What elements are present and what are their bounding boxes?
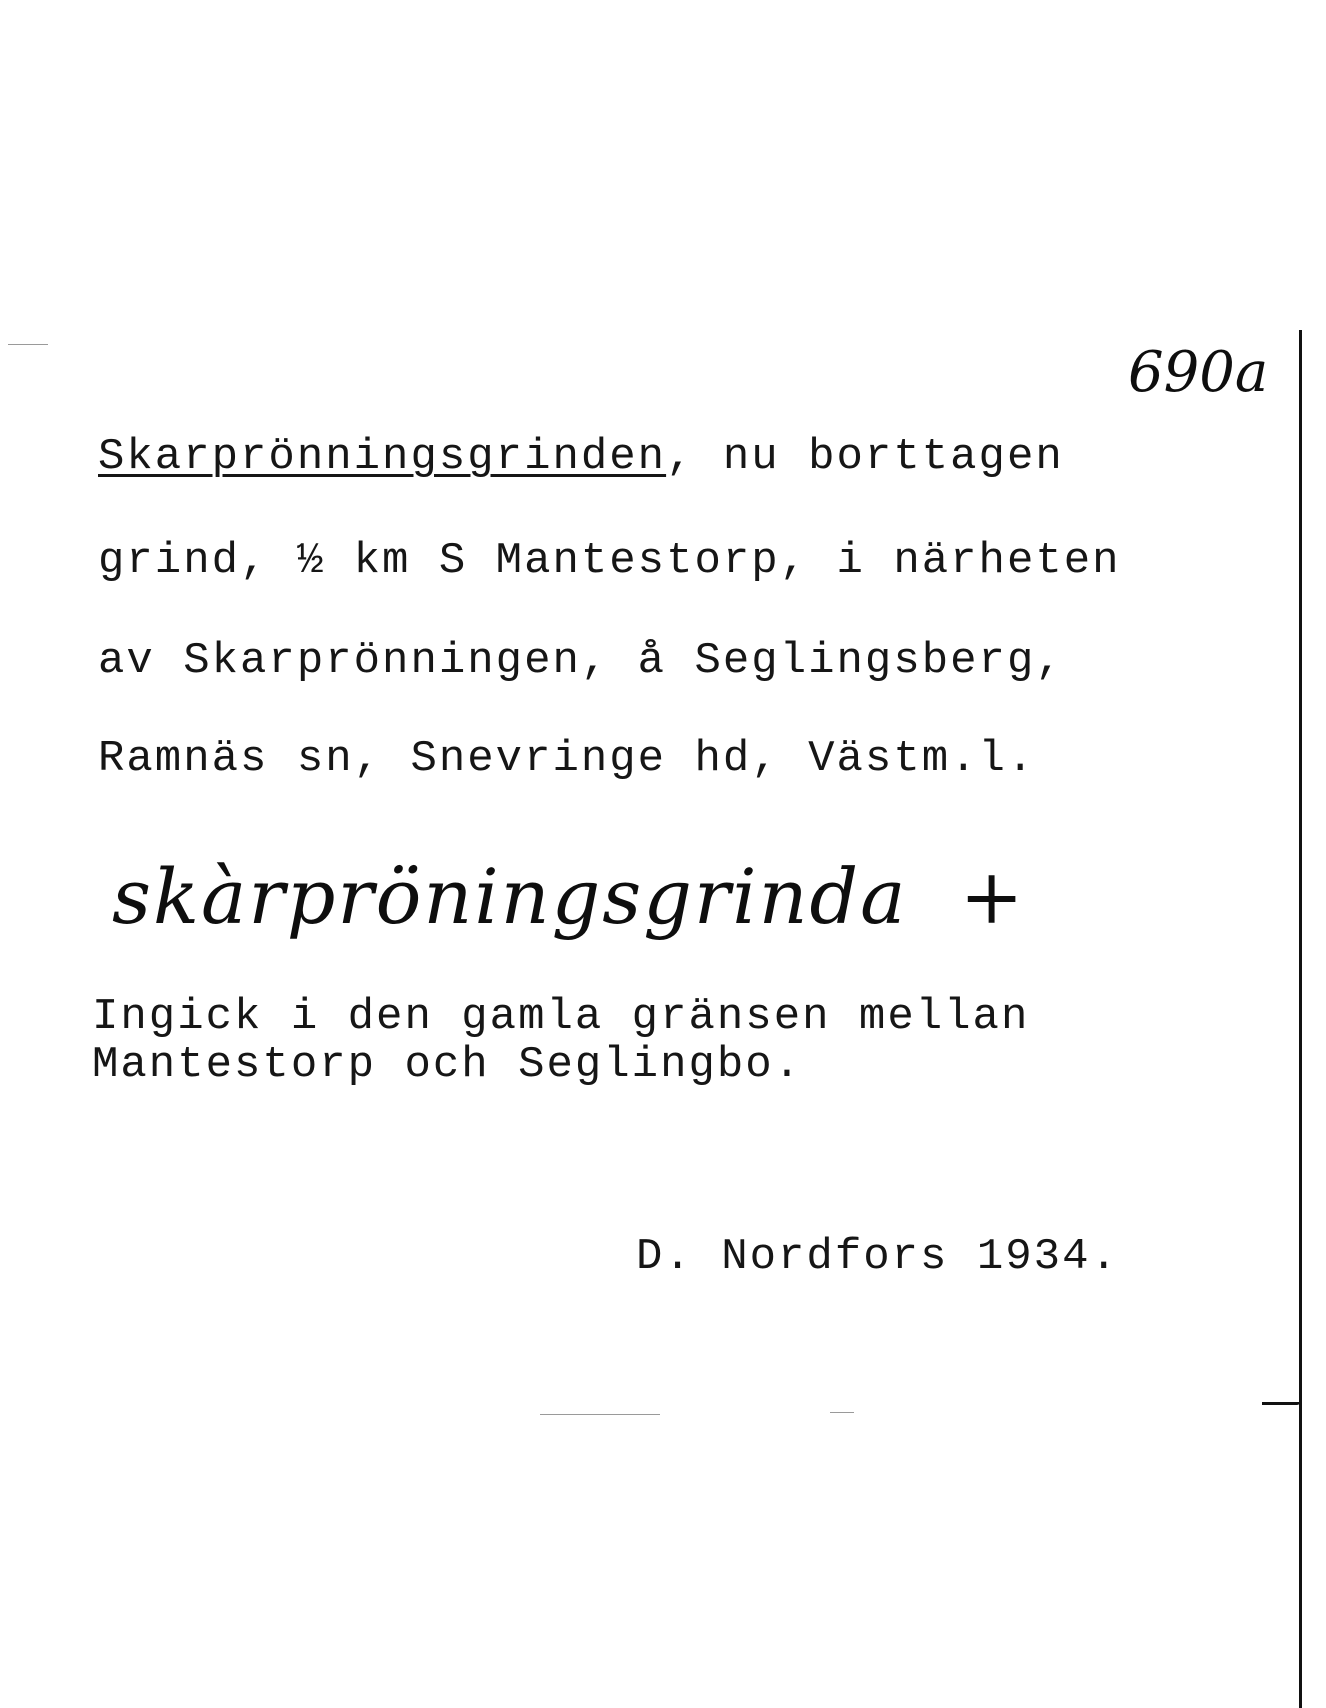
- scan-speck: [8, 344, 48, 345]
- entry-line-2: grind, ½ km S Mantestorp, i närheten: [98, 536, 1121, 586]
- card-bottom-edge: [1262, 1402, 1300, 1405]
- catalog-number: 690a: [1128, 340, 1269, 405]
- entry-line-4: Ramnäs sn, Snevringe hd, Västm.l.: [98, 734, 1036, 784]
- handwritten-dialect-form: skàrpröningsgrinda +: [112, 852, 1026, 941]
- note-line-2: Mantestorp och Seglingbo.: [92, 1040, 803, 1090]
- headword: Skarprönningsgrinden: [98, 432, 667, 482]
- signature-line: D. Nordfors 1934.: [636, 1232, 1119, 1282]
- entry-line-3: av Skarprönningen, å Seglingsberg,: [98, 636, 1064, 686]
- entry-line-1: [98, 432, 1064, 482]
- scan-speck: [830, 1412, 854, 1413]
- note-line-1: Ingick i den gamla gränsen mellan: [92, 992, 1030, 1042]
- headword-rest: , nu borttagen: [666, 432, 1064, 482]
- card-right-edge: [1299, 330, 1302, 1708]
- scan-speck: [540, 1414, 660, 1415]
